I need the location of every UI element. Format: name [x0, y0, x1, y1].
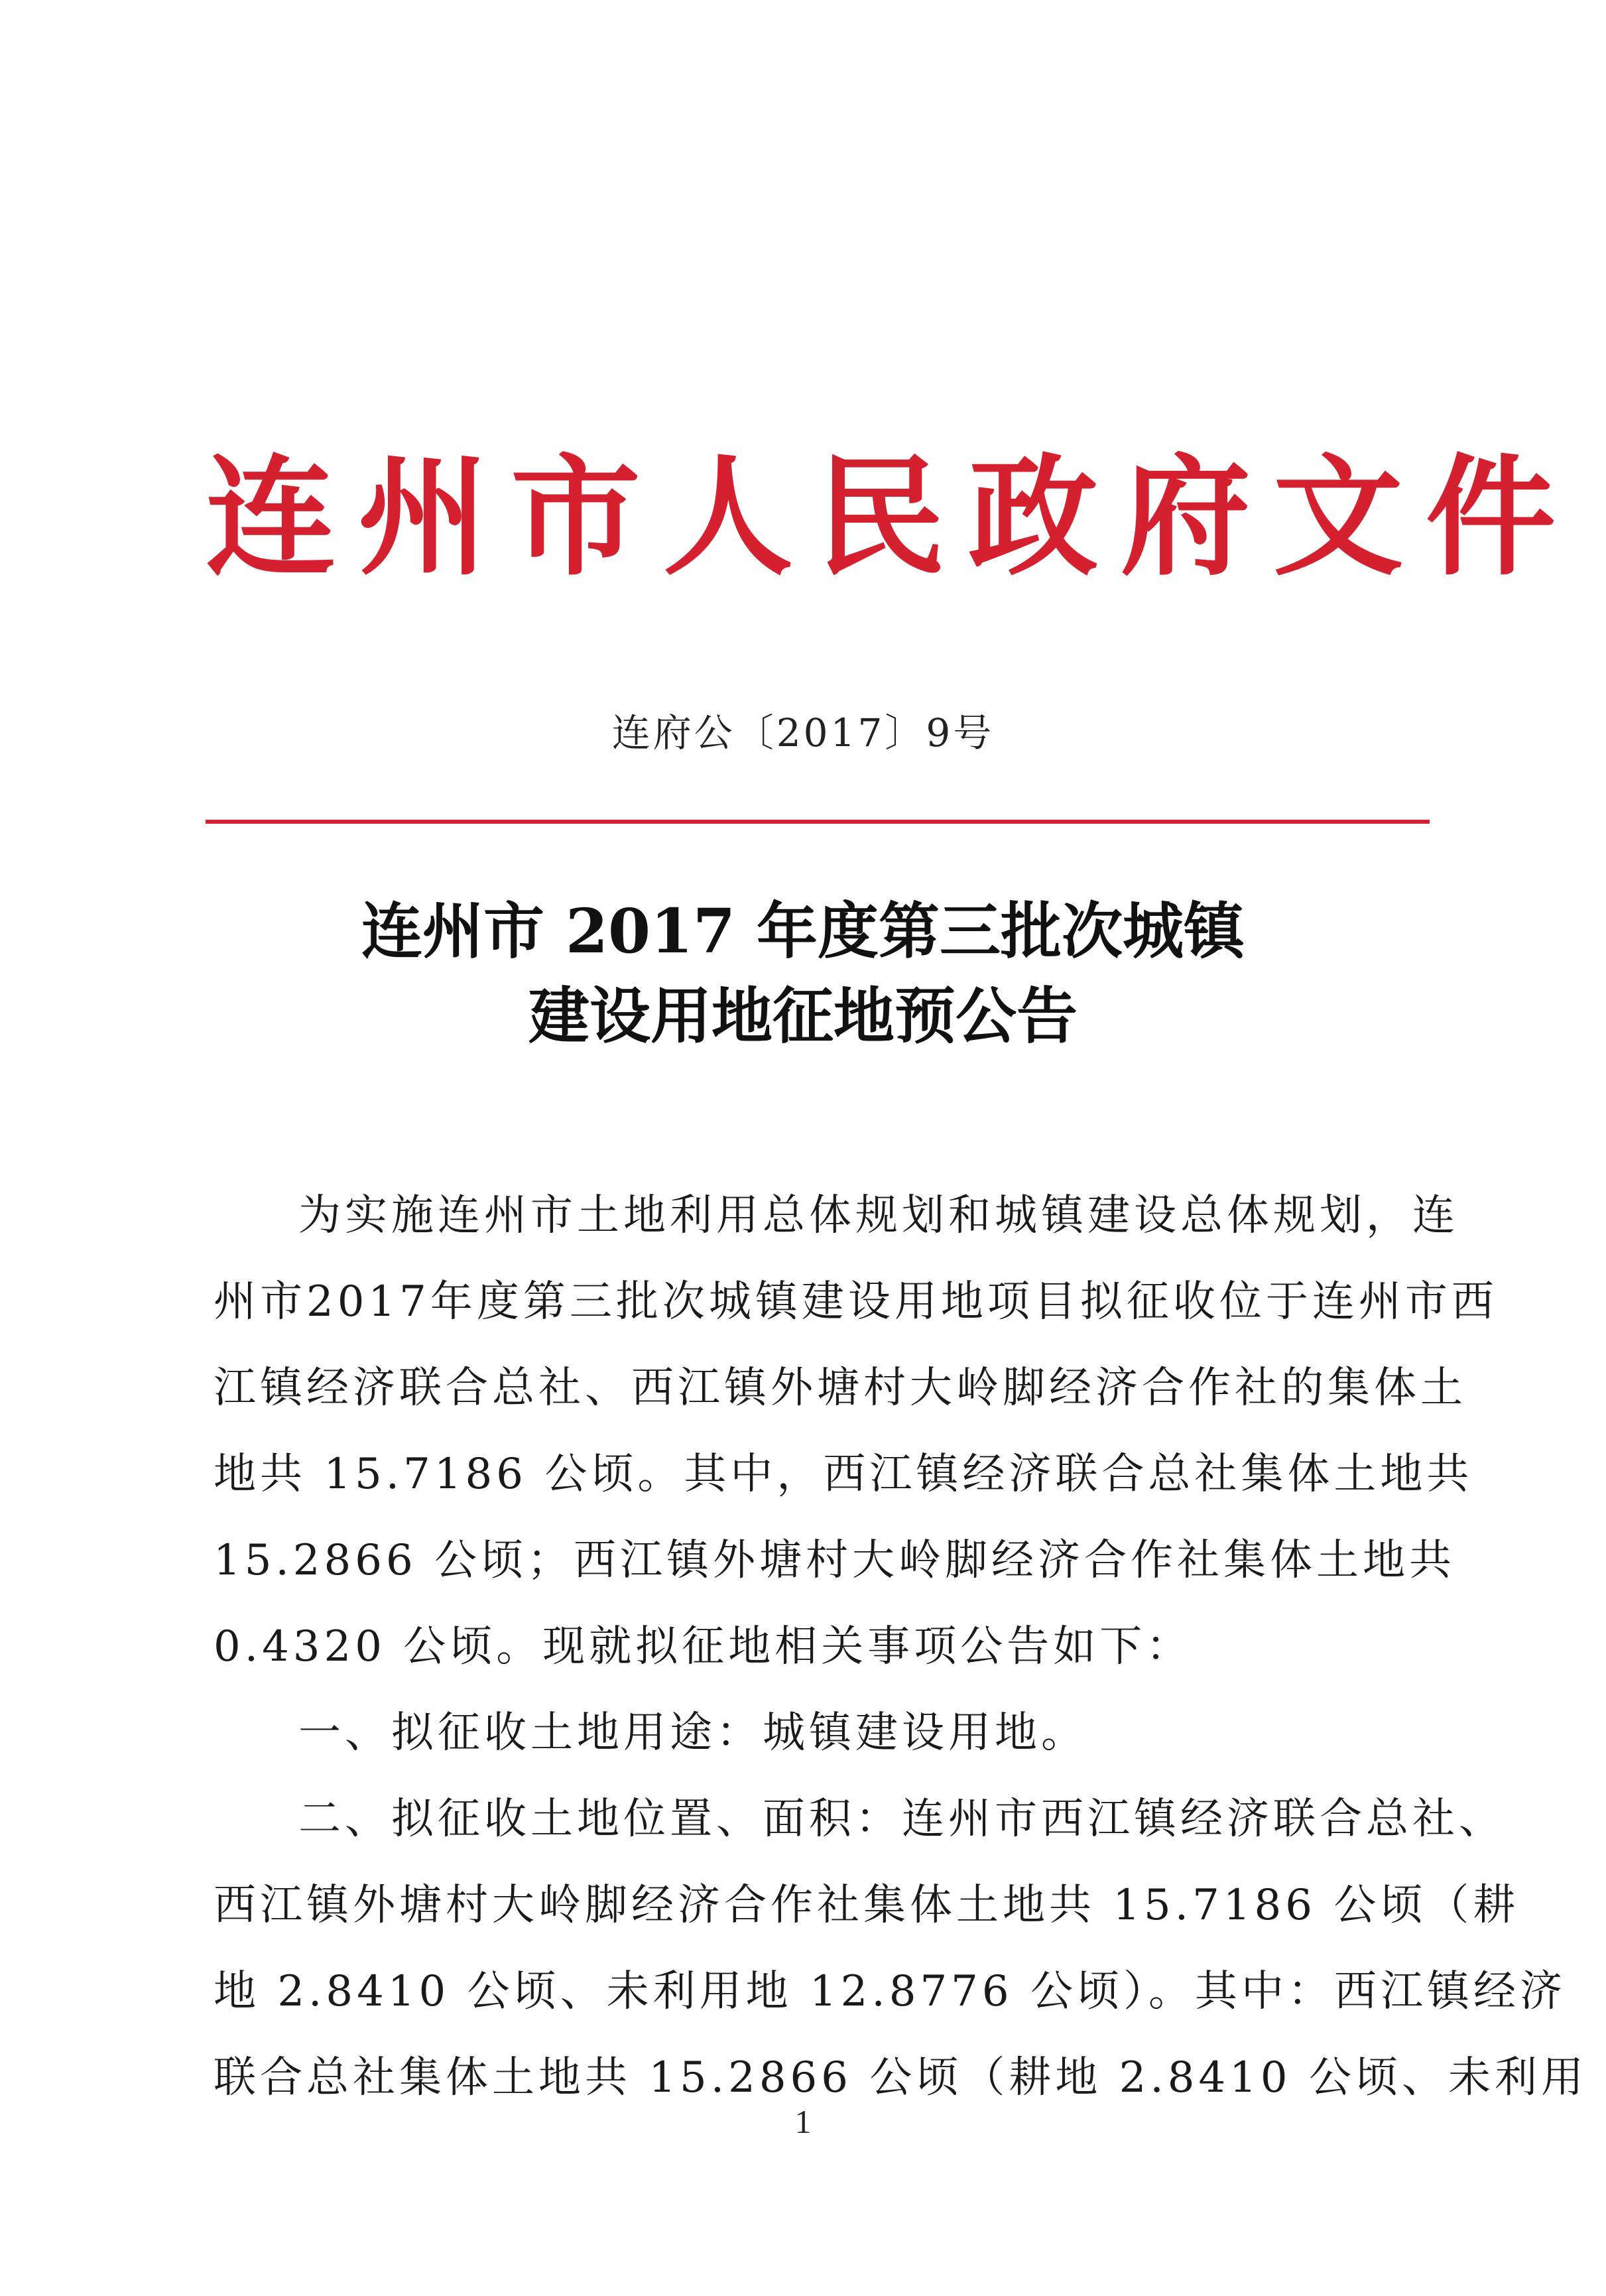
body-line: 二、拟征收土地位置、面积：连州市西江镇经济联合总社、: [298, 1795, 1505, 1844]
notice-title: [0, 889, 1606, 1058]
body-line: 地共 15.7186 公顷。其中，西江镇经济联合总社集体土地共: [214, 1450, 1473, 1499]
body-line: 15.2866 公顷；西江镇外塘村大岭脚经济合作社集体土地共: [214, 1536, 1455, 1585]
body-line: 西江镇外塘村大岭脚经济合作社集体土地共 15.7186 公顷（耕: [214, 1881, 1520, 1930]
body-line: 为实施连州市土地利用总体规划和城镇建设总体规划，连: [298, 1191, 1459, 1240]
body-line: 江镇经济联合总社、西江镇外塘村大岭脚经济合作社的集体土: [214, 1364, 1467, 1413]
masthead-title: 连州市人民政府文件: [206, 441, 1579, 594]
notice-body: [214, 1173, 1587, 2121]
notice-title-line-1: 连州市 2017 年度第三批次城镇: [361, 895, 1245, 967]
page-number: 1: [794, 2103, 812, 2140]
body-line: 一、拟征收土地用途：城镇建设用地。: [298, 1708, 1087, 1757]
notice-title-line-2: 建设用地征地预公告: [528, 980, 1078, 1052]
body-line: 州市2017年度第三批次城镇建设用地项目拟征收位于连州市西: [214, 1277, 1498, 1326]
body-line: 联合总社集体土地共 15.2866 公顷（耕地 2.8410 公顷、未利用: [214, 2053, 1587, 2102]
body-line: 地 2.8410 公顷、未利用地 12.8776 公顷）。其中：西江镇经济: [214, 1967, 1566, 2016]
body-line: 0.4320 公顷。现就拟征地相关事项公告如下：: [214, 1622, 1193, 1671]
red-divider: [206, 820, 1430, 824]
document-number: 连府公〔2017〕9号: [611, 710, 995, 755]
